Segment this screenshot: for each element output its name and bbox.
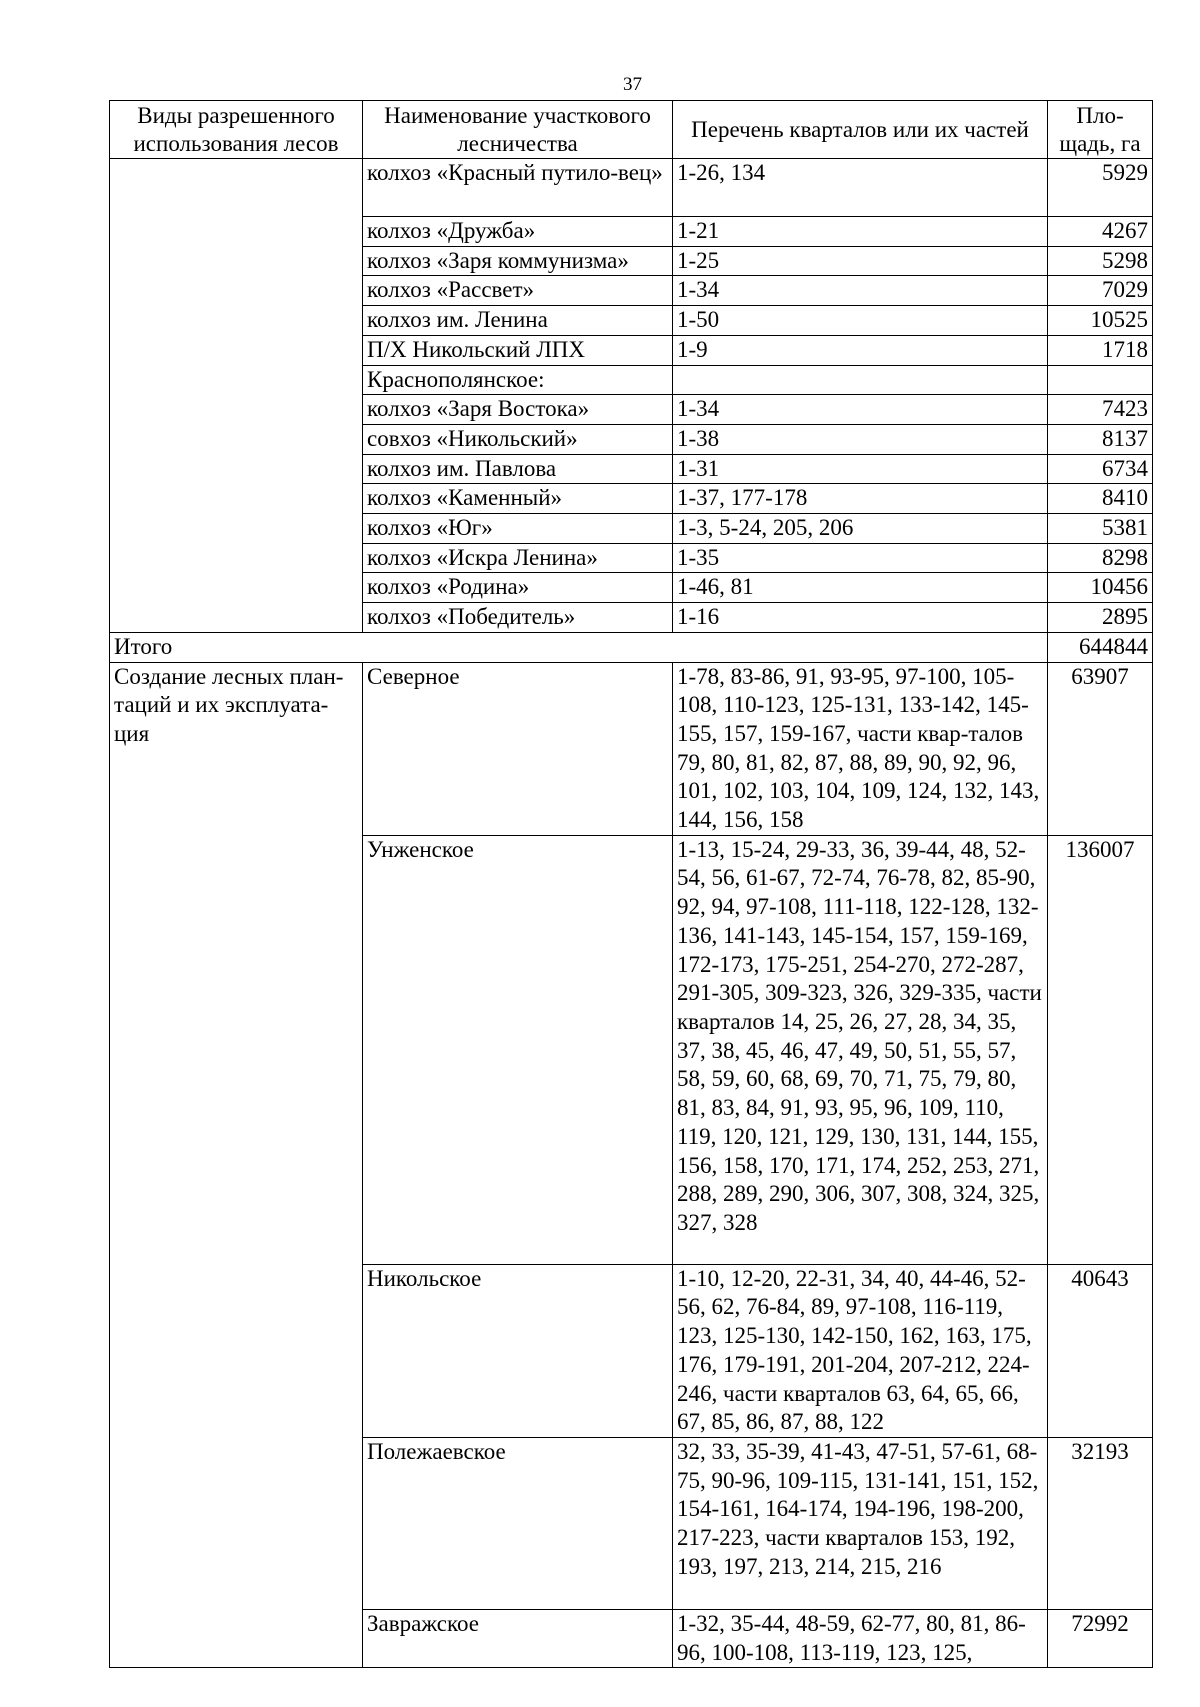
area-cell: 63907 xyxy=(1048,662,1153,835)
forestry-cell: Унженское xyxy=(363,835,673,1264)
forestry-cell: колхоз «Юг» xyxy=(363,514,673,544)
quarters-cell: 1-10, 12-20, 22-31, 34, 40, 44-46, 52-56, 62, 76-84, 89, 97-108, 116-119, 123, 125-130, 142-150, 162, 163, 175, 176, 179-191, 201-204, 207-212, 224-246, части кварталов 63, 64, 65, 66, 67, 85, 86, 87, 88, 122 xyxy=(673,1264,1048,1437)
quarters-cell: 1-32, 35-44, 48-59, 62-77, 80, 81, 86-96, 100-108, 113-119, 123, 125, xyxy=(673,1609,1048,1667)
area-cell: 4267 xyxy=(1048,217,1153,247)
forestry-cell: Завражское xyxy=(363,1609,673,1667)
forestry-cell: колхоз «Красный путило-вец» xyxy=(363,159,673,217)
quarters-cell: 1-3, 5-24, 205, 206 xyxy=(673,514,1048,544)
quarters-cell: 1-13, 15-24, 29-33, 36, 39-44, 48, 52-54, 56, 61-67, 72-74, 76-78, 82, 85-90, 92, 94, 97-108, 111-118, 122-128, 132-136, 141-143, 145-154, 157, 159-169, 172-173, 175-251, 254-270, 272-287, 291-305, 309-323, 326, 329-335, части кварталов 14, 25, 26, 27, 28, 34, 35, 37, 38, 45, 46, 47, 49, 50, 51, 55, 57, 58, 59, 60, 68, 69, 70, 71, 75, 79, 80, 81, 83, 84, 91, 93, 95, 96, 109, 110, 119, 120, 121, 129, 130, 131, 144, 155, 156, 158, 170, 171, 174, 252, 253, 271, 288, 289, 290, 306, 307, 308, 324, 325, 327, 328 xyxy=(673,835,1048,1264)
plantations-section xyxy=(110,662,1153,1668)
forestry-cell: колхоз «Заря коммунизма» xyxy=(363,246,673,276)
quarters-cell: 1-34 xyxy=(673,276,1048,306)
forestry-cell: Северное xyxy=(363,662,673,835)
forestry-cell: колхоз «Каменный» xyxy=(363,484,673,514)
forestry-cell: Никольское xyxy=(363,1264,673,1437)
area-cell: 8410 xyxy=(1048,484,1153,514)
area-cell: 1718 xyxy=(1048,335,1153,365)
quarters-cell: 32, 33, 35-39, 41-43, 47-51, 57-61, 68-75, 90-96, 109-115, 131-141, 151, 152, 154-161, 164-174, 194-196, 198-200, 217-223, части кварталов 153, 192, 193, 197, 213, 214, 215, 216 xyxy=(673,1437,1048,1609)
forestry-cell: колхоз «Рассвет» xyxy=(363,276,673,306)
header-row xyxy=(110,101,1153,159)
page-number: 37 xyxy=(623,74,642,95)
area-cell: 32193 xyxy=(1048,1437,1153,1609)
quarters-cell: 1-37, 177-178 xyxy=(673,484,1048,514)
area-cell: 8137 xyxy=(1048,424,1153,454)
area-cell: 5929 xyxy=(1048,159,1153,217)
area-cell: 72992 xyxy=(1048,1609,1153,1667)
area-cell: 2895 xyxy=(1048,603,1153,633)
plantations-use-type: Создание лесных план-таций и их эксплуата-ция xyxy=(110,662,363,1668)
area-cell: 10456 xyxy=(1048,573,1153,603)
header-area: Пло-щадь, га xyxy=(1048,101,1153,159)
header-forestry: Наименование участкового лесничества xyxy=(363,101,673,159)
table-row xyxy=(110,662,1153,835)
area-cell: 7029 xyxy=(1048,276,1153,306)
quarters-cell: 1-31 xyxy=(673,454,1048,484)
quarters-cell: 1-78, 83-86, 91, 93-95, 97-100, 105-108, 110-123, 125-131, 133-142, 145-155, 157, 159-167, части квар-талов 79, 80, 81, 82, 87, 88, 89, 90, 92, 96, 101, 102, 103, 104, 109, 124, 132, 143, 144, 156, 158 xyxy=(673,662,1048,835)
area-cell: 136007 xyxy=(1048,835,1153,1264)
quarters-cell: 1-50 xyxy=(673,306,1048,336)
quarters-cell: 1-38 xyxy=(673,424,1048,454)
quarters-cell: 1-46, 81 xyxy=(673,573,1048,603)
forestry-cell: колхоз «Родина» xyxy=(363,573,673,603)
forestry-cell: совхоз «Никольский» xyxy=(363,424,673,454)
forestry-cell: Краснополянское: xyxy=(363,365,673,395)
forestry-cell: колхоз «Заря Востока» xyxy=(363,395,673,425)
area-cell: 10525 xyxy=(1048,306,1153,336)
quarters-cell: 1-9 xyxy=(673,335,1048,365)
quarters-cell: 1-35 xyxy=(673,543,1048,573)
area-cell: 8298 xyxy=(1048,543,1153,573)
total-label: Итого xyxy=(110,632,1048,662)
area-cell: 5381 xyxy=(1048,514,1153,544)
quarters-cell: 1-21 xyxy=(673,217,1048,247)
forestry-cell: колхоз «Победитель» xyxy=(363,603,673,633)
area-cell: 6734 xyxy=(1048,454,1153,484)
area-cell xyxy=(1048,365,1153,395)
quarters-cell: 1-34 xyxy=(673,395,1048,425)
quarters-cell xyxy=(673,365,1048,395)
quarters-cell: 1-25 xyxy=(673,246,1048,276)
forestry-cell: П/Х Никольский ЛПХ xyxy=(363,335,673,365)
total-area: 644844 xyxy=(1048,632,1153,662)
area-cell: 5298 xyxy=(1048,246,1153,276)
quarters-cell: 1-26, 134 xyxy=(673,159,1048,217)
forestry-cell: колхоз «Искра Ленина» xyxy=(363,543,673,573)
area-cell: 7423 xyxy=(1048,395,1153,425)
table-row xyxy=(110,159,1153,217)
area-cell: 40643 xyxy=(1048,1264,1153,1437)
total-row xyxy=(110,632,1153,662)
forest-use-table xyxy=(109,100,1153,1668)
forestry-cell: колхоз им. Ленина xyxy=(363,306,673,336)
forestry-cell: колхоз «Дружба» xyxy=(363,217,673,247)
forestry-cell: колхоз им. Павлова xyxy=(363,454,673,484)
upper-section xyxy=(110,159,1153,663)
forestry-cell: Полежаевское xyxy=(363,1437,673,1609)
header-quarters: Перечень кварталов или их частей xyxy=(673,101,1048,159)
header-use-type: Виды разрешенного использования лесов xyxy=(110,101,363,159)
use-type-cell-empty xyxy=(110,159,363,633)
quarters-cell: 1-16 xyxy=(673,603,1048,633)
